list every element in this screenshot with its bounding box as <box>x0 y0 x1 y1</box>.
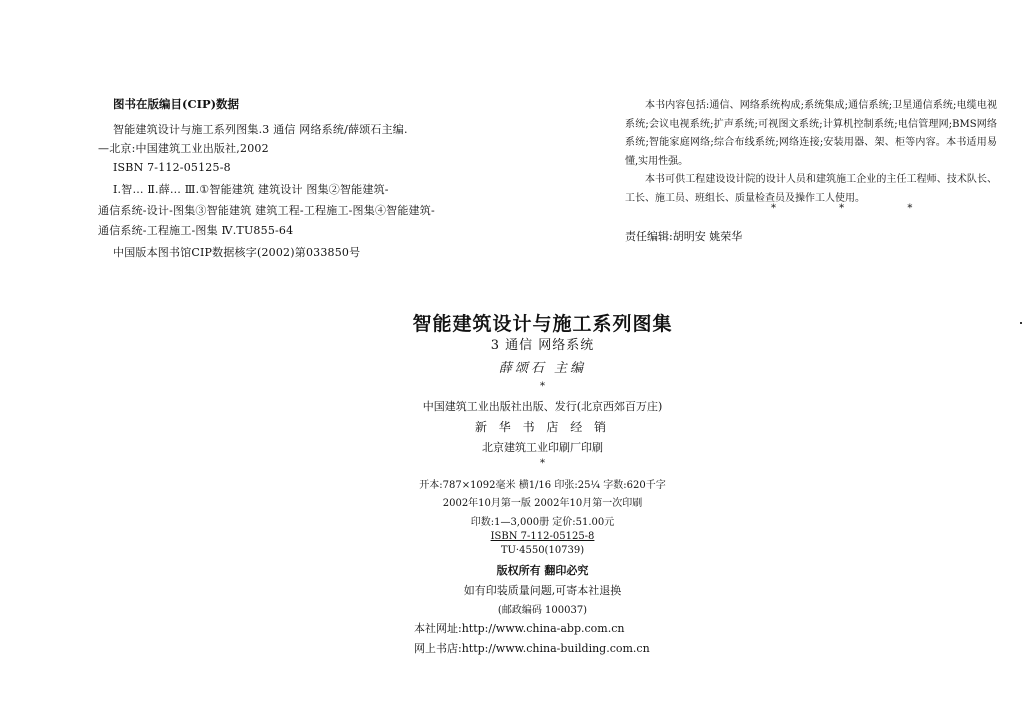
responsible-editor: 责任编辑:胡明安 姚荣华 <box>625 230 743 243</box>
printer-line: 北京建筑工业印刷厂印刷 <box>482 441 603 454</box>
bookstore-label: 网上书店: <box>414 642 462 655</box>
cip-line: 通信系统-设计-图集③智能建筑 建筑工程-工程施工-图集④智能建筑- <box>98 204 435 217</box>
book-subtitle: 3 通信 网络系统 <box>490 338 595 353</box>
book-author: 薛颂石 主编 <box>498 361 587 376</box>
cip-line: ISBN 7-112-05125-8 <box>113 161 231 174</box>
book-title: 智能建筑设计与施工系列图集 <box>412 313 673 335</box>
website-line <box>414 620 624 636</box>
postcode-line: (邮政编码 100037) <box>497 605 588 616</box>
cip-heading: 图书在版编目(CIP)数据 <box>113 97 240 111</box>
content-summary <box>625 97 997 209</box>
edition-line: 2002年10月第一版 2002年10月第一次印刷 <box>442 498 643 509</box>
class-number-line: TU·4550(10739) <box>500 545 585 556</box>
separator-star: * <box>540 458 545 469</box>
scan-speck <box>1020 322 1022 324</box>
cip-line: Ⅰ.智… Ⅱ.薛… Ⅲ.①智能建筑 建筑设计 图集②智能建筑- <box>113 183 389 196</box>
summary-paragraph: 本书内容包括:通信、网络系统构成;系统集成;通信系统;卫星通信系统;电缆电视系统;会议电视系统;扩声系统;可视图文系统;计算机控制系统;电信管理网;BMS网络系统;智能家庭网络;综合布线系统;网络连接;安装用器、架、柜等内容。本书适用易懂,实用性强。 <box>625 100 997 167</box>
cip-line: 通信系统-工程施工-图集 Ⅳ.TU855-64 <box>98 224 294 237</box>
isbn-line: ISBN 7-112-05125-8 <box>490 531 595 542</box>
specs-line: 开本:787×1092毫米 横1/16 印张:25¼ 字数:620千字 <box>419 480 666 491</box>
rights-line: 版权所有 翻印必究 <box>496 564 589 577</box>
return-note-line: 如有印装质量问题,可寄本社退换 <box>463 584 622 597</box>
bookstore-url[interactable]: http://www.china-building.com.cn <box>461 642 650 655</box>
publisher-line: 中国建筑工业出版社出版、发行(北京西郊百万庄) <box>422 400 663 413</box>
cip-line: 中国版本图书馆CIP数据核字(2002)第033850号 <box>113 246 361 259</box>
bookstore-line <box>414 640 650 656</box>
separator-star: * <box>540 381 545 392</box>
distributor-line: 新 华 书 店 经 销 <box>474 420 611 434</box>
cip-line: 智能建筑设计与施工系列图集.3 通信 网络系统/薛颂石主编. <box>113 123 408 136</box>
website-label: 本社网址: <box>414 622 462 635</box>
separator-stars: * * * <box>771 203 943 214</box>
website-url[interactable]: http://www.china-abp.com.cn <box>461 622 625 635</box>
summary-paragraph: 本书可供工程建设设计院的设计人员和建筑施工企业的主任工程师、技术队长、工长、施工员、班组长、质量检查员及操作工人使用。 <box>625 174 997 204</box>
print-run-line: 印数:1—3,000册 定价:51.00元 <box>470 517 615 528</box>
cip-line: —北京:中国建筑工业出版社,2002 <box>98 142 269 155</box>
